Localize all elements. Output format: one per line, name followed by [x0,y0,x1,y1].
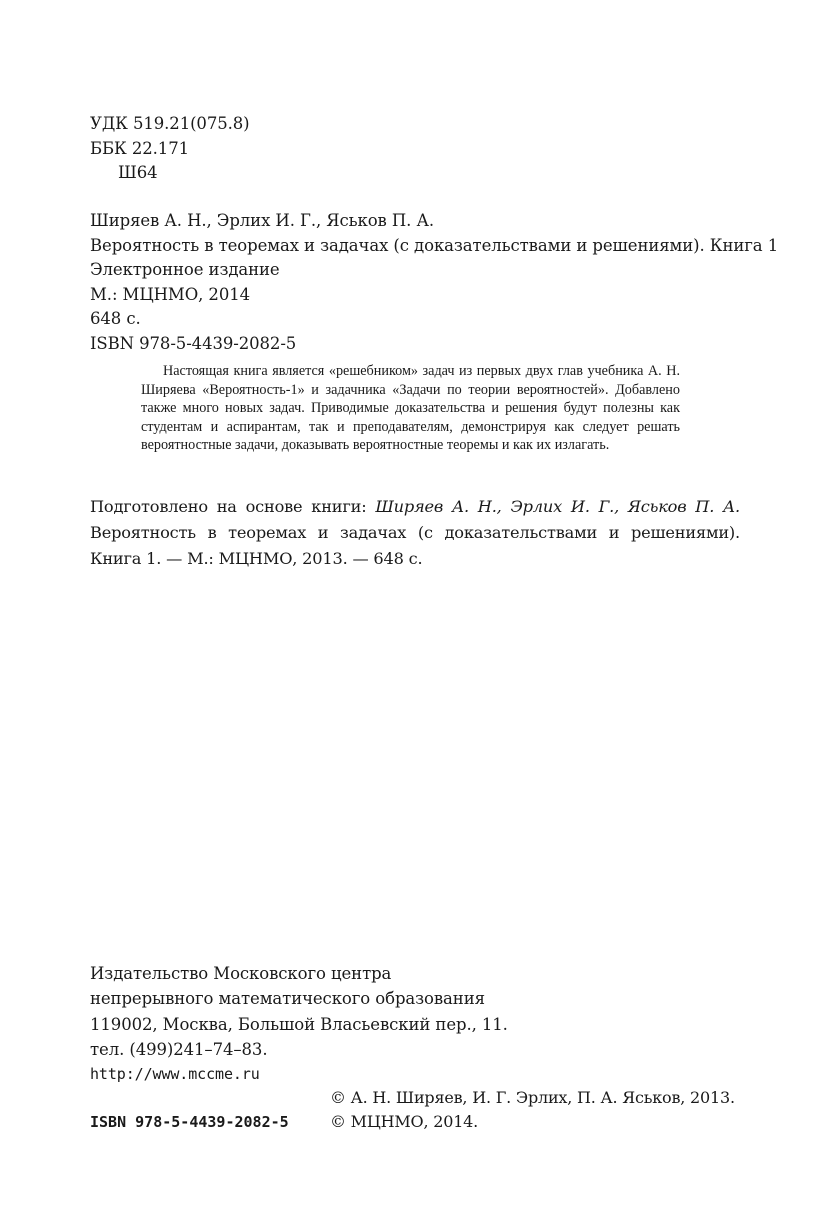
author-mark: Ш64 [118,163,158,182]
publisher-address: 119002, Москва, Большой Власьевский пер., 11. [90,1015,508,1034]
publisher-url[interactable]: http://www.mccme.ru [90,1065,260,1083]
abstract-text: Настоящая книга является «решебником» задач из первых двух глав учебника А. Н. Ширяева «Вероятность-1» и задачника «Задачи по теории вероятностей». Добавлено также много новых задач. Приводимые доказательства и решения будут полезны как студентам и аспирантам, так и преподавателям, демонстрируя как следует решать вероятностные задачи, доказывать вероятностные теоремы и как их излагать. [141,363,680,453]
copyright-publisher: © МЦНМО, 2014. [330,1112,479,1131]
publisher-name-line2: непрерывного математического образования [90,989,485,1008]
isbn-line: ISBN 978-5-4439-2082-5 [90,334,297,353]
edition-type: Электронное издание [90,260,280,279]
abstract-paragraph [141,362,680,455]
udk-code: УДК 519.21(075.8) [90,114,250,133]
bbk-code: ББК 22.171 [90,139,189,158]
prepared-prefix: Подготовлено на основе книги: [90,497,376,516]
book-authors: Ширяев А. Н., Эрлих И. Г., Яськов П. А. [90,211,435,230]
book-title: Вероятность в теоремах и задачах (с доказательствами и решениями). Книга 1 [90,236,779,255]
prepared-note [90,494,740,572]
prepared-rest: Вероятность в теоремах и задачах (с доказательствами и решениями). Книга 1. — М.: МЦНМО, 2013. — 648 с. [90,523,740,568]
page-count: 648 с. [90,309,141,328]
publisher-year: М.: МЦНМО, 2014 [90,285,251,304]
publisher-name-line1: Издательство Московского центра [90,964,392,983]
publisher-phone: тел. (499)241–74–83. [90,1040,268,1059]
copyright-authors: © А. Н. Ширяев, И. Г. Эрлих, П. А. Яськов, 2013. [330,1088,735,1107]
footer-isbn: ISBN 978-5-4439-2082-5 [90,1113,289,1131]
prepared-authors: Ширяев А. Н., Эрлих И. Г., Яськов П. А. [375,497,740,516]
